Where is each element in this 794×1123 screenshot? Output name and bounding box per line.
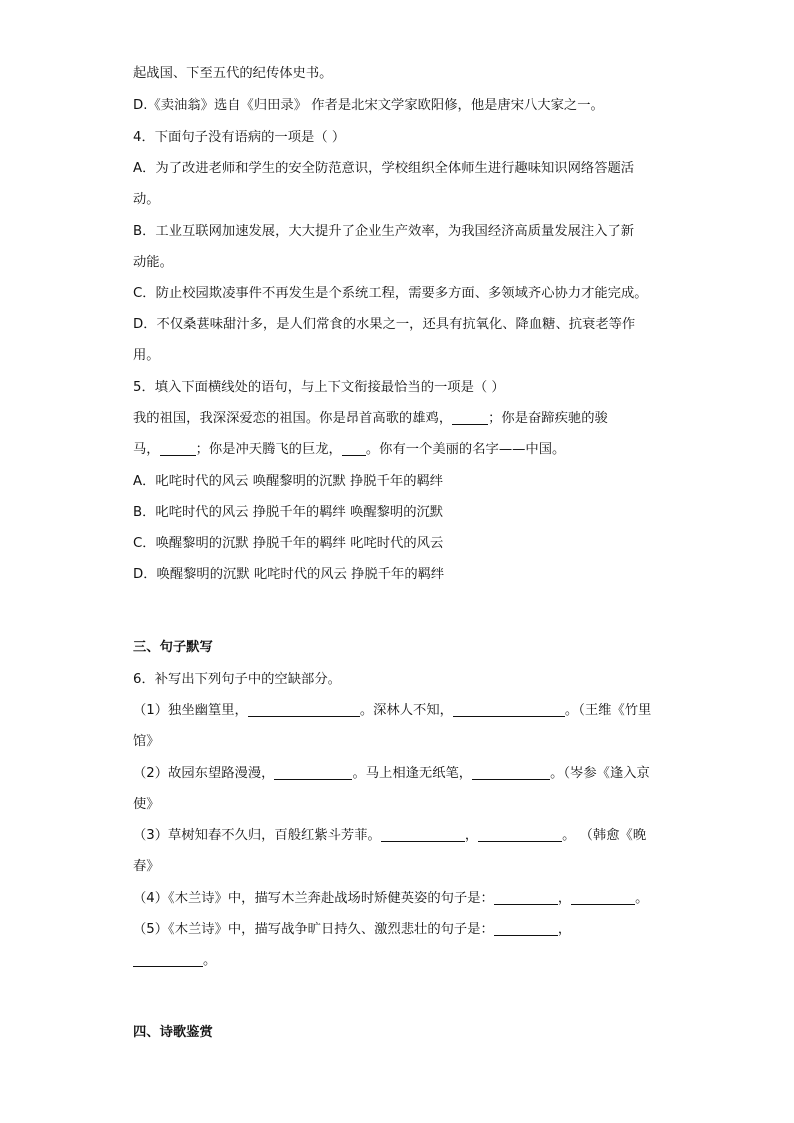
q6-item-3-cont: 春》 <box>133 859 160 874</box>
q6-item-4-text: （4）《木兰诗》中，描写木兰奔赴战场时矫健英姿的句子是： <box>133 891 494 906</box>
q5-passage-text: 。你有一个美丽的名字——中国。 <box>365 442 566 457</box>
q4-option-d-line2: 用。 <box>133 348 160 363</box>
q5-passage-text: ；你是冲天腾飞的巨龙， <box>195 442 342 457</box>
q6-item-5-text: ， <box>557 922 572 937</box>
q6-item-2-blank-1[interactable] <box>274 765 352 780</box>
q6-item-4-blank-2[interactable] <box>571 890 635 905</box>
q6-item-5-text: （5）《木兰诗》中，描写战争旷日持久、激烈悲壮的句子是： <box>133 922 494 937</box>
q6-item-1-text: 。（王维《竹里 <box>564 703 652 718</box>
q6-item-2-text: 。马上相逢无纸笔， <box>352 766 473 781</box>
q5-passage-text: 我的祖国，我深深爱恋的祖国。你是昂首高歌的雄鸡， <box>133 411 453 426</box>
q6-item-3-blank-2[interactable] <box>478 827 562 842</box>
q4-option-b-line2: 动能。 <box>133 255 173 270</box>
q3-continuation-line: 起战国、下至五代的纪传体史书。 <box>133 66 333 81</box>
q6-item-1-blank-2[interactable] <box>453 702 565 717</box>
q6-item-5-blank-1[interactable] <box>494 921 558 936</box>
section-3-title: 三、句子默写 <box>133 640 213 655</box>
section-4-title: 四、诗歌鉴赏 <box>133 1025 213 1040</box>
q6-item-3-blank-1[interactable] <box>381 827 465 842</box>
q6-item-4 <box>133 889 648 909</box>
q6-item-5-text: 。 <box>203 953 217 968</box>
q5-option-b: B．叱咤时代的风云 挣脱千年的羁绊 唤醒黎明的沉默 <box>133 505 444 520</box>
q6-item-3 <box>133 826 646 846</box>
q6-item-1-text: （1）独坐幽篁里， <box>133 703 248 718</box>
q4-option-a-line1: A．为了改进老师和学生的安全防范意识，学校组织全体师生进行趣味知识网络答题活 <box>133 161 635 176</box>
q6-item-1-cont: 馆》 <box>133 734 160 749</box>
q5-stem: 5．填入下面横线处的语句，与上下文衔接最恰当的一项是（ ） <box>133 380 505 395</box>
q6-stem: 6．补写出下列句子中的空缺部分。 <box>133 672 341 687</box>
q4-option-d-line1: D．不仅桑葚味甜汁多，是人们常食的水果之一，还具有抗氧化、降血糖、抗衰老等作 <box>133 317 636 332</box>
q4-option-c: C．防止校园欺凌事件不再发生是个系统工程，需要多方面、多领域齐心协力才能完成。 <box>133 286 648 301</box>
q6-item-2-blank-2[interactable] <box>472 765 550 780</box>
q6-item-5 <box>133 920 571 940</box>
q6-item-4-text: 。 <box>635 891 649 906</box>
q4-option-b-line1: B．工业互联网加速发展，大大提升了企业生产效率，为我国经济高质量发展注入了新 <box>133 224 635 239</box>
q3-option-d: D.《卖油翁》选自《归田录》 作者是北宋文学家欧阳修，他是唐宋八大家之一。 <box>133 98 604 113</box>
q6-item-4-text: ， <box>557 891 572 906</box>
q5-option-c: C．唤醒黎明的沉默 挣脱千年的羁绊 叱咤时代的风云 <box>133 536 444 551</box>
q5-blank-1[interactable] <box>452 410 488 425</box>
q6-item-2-text: 。（岑参《逢入京 <box>550 766 650 781</box>
q5-blank-2[interactable] <box>160 441 196 456</box>
q5-passage-text: 马， <box>133 442 160 457</box>
q5-passage-line2 <box>133 440 565 460</box>
q6-item-4-blank-1[interactable] <box>494 890 558 905</box>
q6-item-1 <box>133 701 651 721</box>
q4-option-a-line2: 动。 <box>133 192 160 207</box>
q6-item-3-text: ， <box>464 828 479 843</box>
q6-item-2-cont: 使》 <box>133 797 160 812</box>
q6-item-5-cont <box>133 951 216 971</box>
q6-item-1-text: 。深林人不知， <box>359 703 453 718</box>
q4-stem: 4．下面句子没有语病的一项是（ ） <box>133 130 346 145</box>
q6-item-2 <box>133 764 650 784</box>
q5-blank-3[interactable] <box>342 441 366 456</box>
q5-passage-text: ；你是奋蹄疾驰的骏 <box>488 411 608 426</box>
q5-passage-line1 <box>133 409 608 429</box>
q6-item-3-text: 。 （韩愈《晚 <box>562 828 647 843</box>
q6-item-2-text: （2）故园东望路漫漫， <box>133 766 275 781</box>
q6-item-5-blank-2[interactable] <box>133 952 203 967</box>
q6-item-1-blank-1[interactable] <box>248 702 360 717</box>
q6-item-3-text: （3）草树知春不久归，百般红紫斗芳菲。 <box>133 828 381 843</box>
q5-option-a: A．叱咤时代的风云 唤醒黎明的沉默 挣脱千年的羁绊 <box>133 474 444 489</box>
q5-option-d: D．唤醒黎明的沉默 叱咤时代的风云 挣脱千年的羁绊 <box>133 567 445 582</box>
